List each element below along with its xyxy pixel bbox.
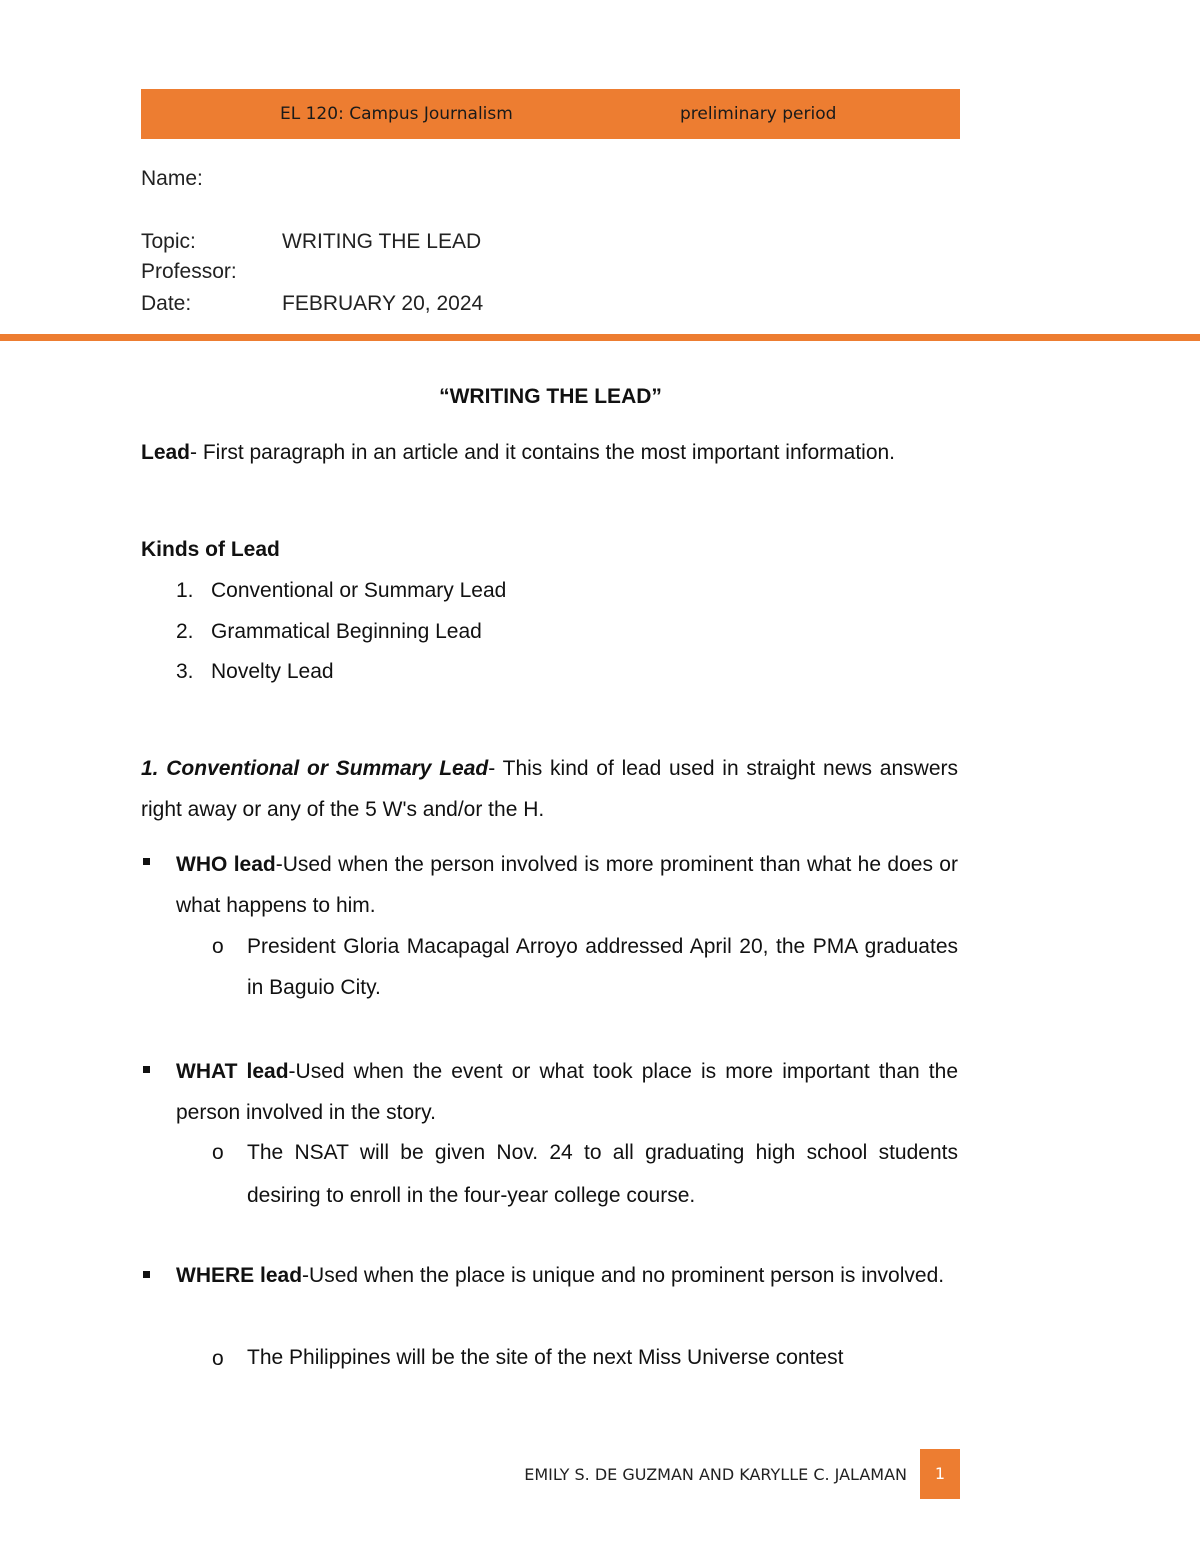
list-label: Novelty Lead — [211, 660, 334, 683]
page-number: 1 — [920, 1449, 960, 1499]
square-bullet-icon — [143, 858, 150, 865]
circle-bullet-icon: o — [212, 1141, 224, 1164]
circle-bullet-icon: o — [212, 935, 224, 958]
lead-term: Lead — [141, 441, 191, 464]
divider-rule — [0, 334, 1200, 341]
where-lead-paragraph — [176, 1255, 958, 1296]
what-lead-term: WHAT lead — [176, 1060, 289, 1083]
list-label: Conventional or Summary Lead — [211, 579, 507, 602]
where-lead-term: WHERE lead — [176, 1264, 303, 1287]
lead-definition-text: - First paragraph in an article and it contains the most important information. — [190, 441, 896, 464]
what-lead-example: The NSAT will be given Nov. 24 to all graduating high school students desiring to enroll in the four-year college course. — [247, 1141, 958, 1207]
list-item — [176, 579, 506, 603]
square-bullet-icon — [143, 1271, 150, 1278]
date-value: FEBRUARY 20, 2024 — [282, 292, 484, 315]
header-bar — [141, 89, 960, 139]
course-title: EL 120: Campus Journalism — [280, 104, 513, 124]
lead-definition — [141, 432, 958, 473]
date-label: Date: — [141, 292, 192, 315]
summary-lead-paragraph — [141, 748, 958, 830]
topic-label: Topic: — [141, 230, 196, 253]
circle-bullet-icon: o — [212, 1347, 224, 1370]
topic-value: WRITING THE LEAD — [282, 230, 482, 253]
name-label: Name: — [141, 167, 203, 190]
square-bullet-icon — [143, 1066, 150, 1073]
list-number: 2. — [176, 620, 194, 643]
who-lead-term: WHO lead — [176, 853, 276, 876]
period-label: preliminary period — [680, 104, 837, 124]
what-lead-paragraph — [176, 1051, 958, 1133]
who-lead-text: -Used when the person involved is more prominent than what he does or what happens to him. — [176, 853, 958, 917]
document-title: “WRITING THE LEAD” — [439, 385, 662, 408]
summary-lead-term: 1. Conventional or Summary Lead — [141, 757, 489, 780]
where-lead-example: The Philippines will be the site of the next Miss Universe contest — [247, 1346, 844, 1369]
list-item — [176, 620, 482, 644]
where-lead-text: -Used when the place is unique and no prominent person is involved. — [302, 1264, 945, 1287]
who-lead-example: President Gloria Macapagal Arroyo addressed April 20, the PMA graduates in Baguio City. — [247, 935, 958, 999]
footer-authors: EMILY S. DE GUZMAN AND KARYLLE C. JALAMAN — [524, 1465, 907, 1484]
list-number: 3. — [176, 660, 194, 683]
list-label: Grammatical Beginning Lead — [211, 620, 482, 643]
list-item — [176, 660, 334, 684]
summary-lead-text: - This kind of lead used in straight news answers right away or any of the 5 W's and/or the H. — [141, 757, 958, 821]
professor-label: Professor: — [141, 260, 237, 283]
kinds-heading: Kinds of Lead — [141, 538, 280, 561]
list-number: 1. — [176, 579, 194, 602]
what-lead-text: -Used when the event or what took place is more important than the person involved in the story. — [176, 1060, 959, 1124]
who-lead-paragraph — [176, 844, 958, 926]
